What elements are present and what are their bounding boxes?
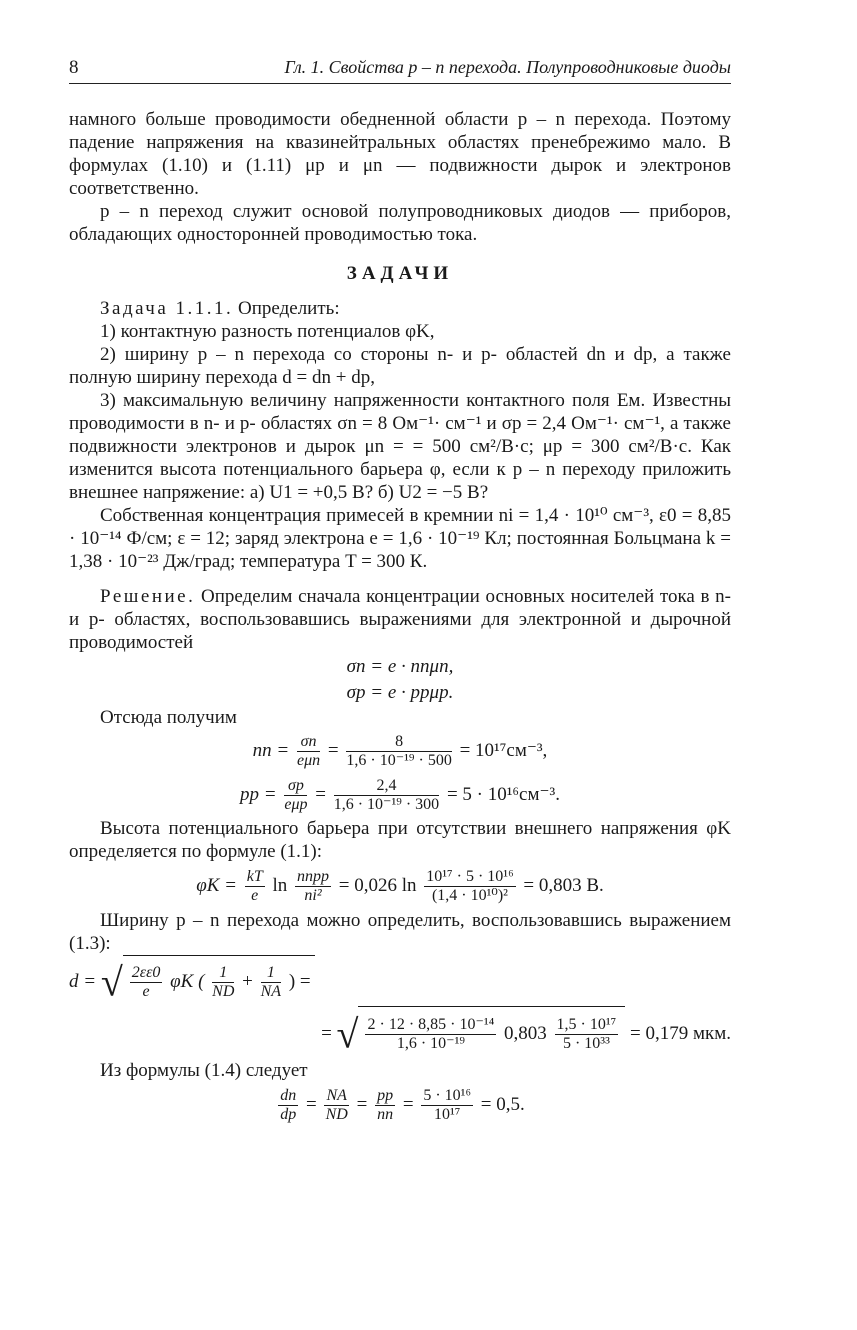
phi-f2-num: nnpp <box>297 868 329 886</box>
page-header <box>69 57 731 84</box>
phi-mid: = 0,026 ln <box>338 875 417 896</box>
d-f1-num: 2εε0 <box>131 964 161 982</box>
equation-nn <box>69 729 731 773</box>
ratio-rhs: = 0,5. <box>480 1094 525 1115</box>
phi-fraction-2 <box>295 868 331 905</box>
pp-eq: = <box>315 784 326 805</box>
r-f3-num: pp <box>377 1087 394 1105</box>
width-text: Ширину p – n перехода можно определить, воспользовавшись выражением (1.3): <box>69 910 731 954</box>
d-phi: φK ( <box>170 971 205 992</box>
d2-rhs: = 0,179 мкм. <box>630 1023 731 1044</box>
phi-f3-den: (1,4 · 10¹⁰)² <box>431 887 508 905</box>
d-plus: + <box>242 971 253 992</box>
ratio-fraction-1 <box>278 1087 298 1124</box>
pp-fraction-1 <box>284 777 307 814</box>
pp-f1-den: eμp <box>284 796 308 814</box>
body-text <box>69 108 731 1128</box>
r-f1-num: dn <box>280 1087 297 1105</box>
d2-f1-num: 2 · 12 · 8,85 · 10⁻¹⁴ <box>367 1016 495 1034</box>
d2-f2-den: 5 · 10³³ <box>562 1035 610 1053</box>
barrier-text: Высота потенциального барьера при отсутствии внешнего напряжения φK определяется по формуле (1.1): <box>69 818 731 862</box>
pp-f2-num: 2,4 <box>334 777 439 796</box>
d2-fraction-2 <box>555 1016 619 1053</box>
d-fraction-2 <box>212 964 234 1001</box>
nn-f1-den: eμn <box>297 752 321 770</box>
equation-pp <box>69 773 731 817</box>
d-f3-num: 1 <box>261 964 281 983</box>
d-f1-den: e <box>142 983 150 1001</box>
intro-paragraph-1: намного больше проводимости обедненной области p – n перехода. Поэтому падение напряжения на квазинейтральных областях пренебрежимо мало. В формулах (1.10) и (1.11) μp и μn — подвижности дырок и электронов соответственно. <box>69 109 731 199</box>
equation-d-line-2 <box>69 1006 731 1059</box>
phi-ln: ln <box>272 875 288 896</box>
problem-statement <box>69 297 731 320</box>
d-f2-den: ND <box>212 983 235 1001</box>
d-fraction-3 <box>261 964 281 1001</box>
problem-item-1: 1) контактную разность потенциалов φK, <box>100 321 435 342</box>
phi-lhs: φK = <box>196 875 237 896</box>
r-f4-num: 5 · 10¹⁶ <box>423 1087 472 1105</box>
spacer <box>69 573 731 585</box>
d2-eq: = <box>321 1023 332 1044</box>
obtain-text: Отсюда получим <box>100 707 237 728</box>
problem-item-2: 2) ширину p – n перехода со стороны n- и p- областей dn и dp, а также полную ширину перехода d = dn + dp, <box>69 344 731 388</box>
ratio-fraction-3 <box>375 1087 395 1124</box>
pp-f2-den: 1,6 · 10⁻¹⁹ · 300 <box>333 796 440 814</box>
phi-fraction-1 <box>245 868 265 905</box>
nn-f1-num: σn <box>297 733 320 752</box>
nn-rhs: = 10¹⁷см⁻³, <box>459 740 548 761</box>
equation-sigma-p: σp = e · ppμp. <box>346 682 454 703</box>
ratio-fraction-4 <box>421 1087 473 1124</box>
pp-rhs: = 5 · 10¹⁶см⁻³. <box>446 784 560 805</box>
intro-paragraph-2: p – n переход служит основой полупроводниковых диодов — приборов, обладающих односторонней проводимостью тока. <box>69 201 731 245</box>
section-title: ЗАДАЧИ <box>346 263 454 284</box>
sqrt-body-2 <box>358 1006 625 1059</box>
solution-intro <box>69 585 731 654</box>
sqrt-sign-2: √ <box>336 1011 359 1057</box>
page-number: 8 <box>69 57 79 78</box>
phi-f1-num: kT <box>246 868 263 886</box>
solution-label: Решение. <box>100 586 196 607</box>
d-lhs: d = <box>69 971 97 992</box>
phi-rhs: = 0,803 В. <box>523 875 604 896</box>
phi-f1-den: e <box>251 887 259 905</box>
d2-fraction-1 <box>365 1016 496 1053</box>
d-close: ) = <box>288 971 311 992</box>
pp-f1-num: σp <box>284 777 307 796</box>
pp-fraction-2 <box>334 777 439 814</box>
r-f1-den: dp <box>280 1106 297 1124</box>
nn-lhs: nn = <box>252 740 290 761</box>
ratio-eq-1: = <box>305 1094 317 1115</box>
running-head: Гл. 1. Свойства p – n перехода. Полупроводниковые диоды <box>284 57 731 77</box>
d-f2-num: 1 <box>212 964 234 983</box>
from-text: Из формулы (1.4) следует <box>100 1060 308 1081</box>
r-f2-num: NA <box>326 1087 347 1105</box>
nn-fraction-1 <box>297 733 320 770</box>
nn-f2-num: 8 <box>346 733 451 752</box>
problem-lead: Определить: <box>238 298 340 319</box>
d2-f2-num: 1,5 · 10¹⁷ <box>556 1016 617 1034</box>
equation-d-line-1 <box>69 955 731 1006</box>
sqrt-sign-1: √ <box>100 959 123 1005</box>
d-f3-den: NA <box>260 983 282 1001</box>
r-f2-den: ND <box>325 1106 348 1124</box>
sqrt-body-1 <box>123 955 315 1006</box>
phi-fraction-3 <box>424 868 515 905</box>
d2-mid: 0,803 <box>504 1023 547 1044</box>
r-f4-den: 10¹⁷ <box>434 1106 461 1124</box>
nn-f2-den: 1,6 · 10⁻¹⁹ · 500 <box>346 752 452 770</box>
pp-lhs: pp = <box>240 784 277 805</box>
ratio-eq-3: = <box>402 1094 414 1115</box>
solution-text: Определим сначала концентрации основных носителей тока в n- и p- областях, воспользовавшись выражениями для электронной и дырочной проводимостей <box>69 586 732 653</box>
ratio-eq-2: = <box>356 1094 368 1115</box>
equation-phi <box>69 863 731 909</box>
phi-f2-den: ni² <box>304 887 322 905</box>
problem-item-3: 3) максимальную величину напряженности контактного поля Eм. Известны проводимости в n- и p- областях σn = 8 Ом⁻¹· см⁻¹ и σp = 2,4 Ом⁻¹· см⁻¹, а также подвижности электронов и дырок μn = = 500 см²/В·с; μp = 300 см²/В·с. Как изменится высота потенциального барьера φ, если к p – n переходу приложить внешнее напряжение: а) U1 = +0,5 В? б) U2 = −5 В? <box>69 390 731 503</box>
equation-ratio <box>69 1082 731 1128</box>
r-f3-den: nn <box>377 1106 394 1124</box>
problem-label: Задача 1.1.1. <box>100 298 234 319</box>
nn-eq: = <box>327 740 339 761</box>
problem-constants: Собственная концентрация примесей в кремнии ni = 1,4 · 10¹⁰ см⁻³, ε0 = 8,85 · 10⁻¹⁴ Ф/см; ε = 12; заряд электрона e = 1,6 · 10⁻¹⁹ Кл; постоянная Больцмана k = 1,38 · 10⁻²³ Дж/град; температура T = 300 К. <box>69 505 731 572</box>
d2-f1-den: 1,6 · 10⁻¹⁹ <box>396 1035 465 1053</box>
phi-f3-num: 10¹⁷ · 5 · 10¹⁶ <box>426 868 514 886</box>
d-fraction-1 <box>130 964 163 1001</box>
equation-sigma-n: σn = e · nnμn, <box>346 656 454 677</box>
nn-fraction-2 <box>346 733 451 770</box>
ratio-fraction-2 <box>324 1087 348 1124</box>
